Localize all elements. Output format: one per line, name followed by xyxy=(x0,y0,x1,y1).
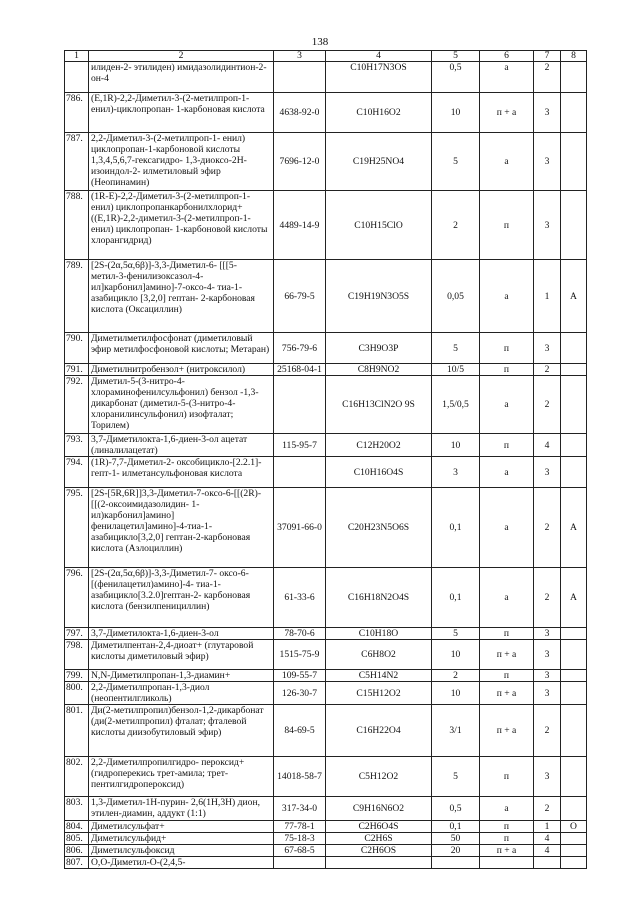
table-row xyxy=(65,857,587,869)
formula-cell: C5H14N2 xyxy=(326,670,432,682)
substance-name-cell: Диметил-5-(3-нитро-4-хлораминофенилсульфонил) бензол -1,3-дикарбонат (диметил-5-(3-нитро-4- хлоранилинсульфонил) изофталат; Торилем) xyxy=(89,376,274,434)
cas-number-cell: 75-18-3 xyxy=(274,833,326,845)
cas-number-cell xyxy=(274,457,326,488)
substance-name-cell: Диметилнитробензол+ (нитроксилол) xyxy=(89,364,274,376)
mac-value-cell: 10 xyxy=(432,640,480,670)
substance-name-cell: N,N-Диметилпропан-1,3-диамин+ xyxy=(89,670,274,682)
note-cell xyxy=(561,857,587,869)
table-row xyxy=(65,364,587,376)
mac-value-cell: 3 xyxy=(432,457,480,488)
note-cell xyxy=(561,457,587,488)
cas-number-cell: 756-79-6 xyxy=(274,333,326,364)
aggregate-state-cell: а xyxy=(480,133,534,191)
cas-number-cell: 84-69-5 xyxy=(274,705,326,757)
table-row xyxy=(65,682,587,705)
aggregate-state-cell: а xyxy=(480,568,534,628)
note-cell xyxy=(561,705,587,757)
table-row xyxy=(65,628,587,640)
mac-value-cell: 0,1 xyxy=(432,821,480,833)
note-cell xyxy=(561,93,587,133)
aggregate-state-cell: п + а xyxy=(480,682,534,705)
aggregate-state-cell: а xyxy=(480,457,534,488)
substance-name-cell: Диметилсульфоксид xyxy=(89,845,274,857)
formula-cell: C2H6O4S xyxy=(326,821,432,833)
cas-number-cell xyxy=(274,857,326,869)
note-cell xyxy=(561,797,587,821)
cas-number-cell: 67-68-5 xyxy=(274,845,326,857)
row-number-cell: 807. xyxy=(65,857,89,869)
mac-value-cell: 5 xyxy=(432,757,480,797)
hazard-class-cell: 3 xyxy=(534,191,561,260)
table-row xyxy=(65,457,587,488)
note-cell xyxy=(561,133,587,191)
cas-number-cell xyxy=(274,376,326,434)
table-row xyxy=(65,62,587,93)
formula-cell: C10H16O2 xyxy=(326,93,432,133)
mac-value-cell xyxy=(432,857,480,869)
formula-cell xyxy=(326,857,432,869)
cas-number-cell: 37091-66-0 xyxy=(274,488,326,568)
formula-cell: C2H6OS xyxy=(326,845,432,857)
mac-value-cell: 0,05 xyxy=(432,260,480,333)
cas-number-cell: 109-55-7 xyxy=(274,670,326,682)
table-row xyxy=(65,376,587,434)
cas-number-cell: 115-95-7 xyxy=(274,434,326,457)
aggregate-state-cell: а xyxy=(480,260,534,333)
mac-value-cell: 1,5/0,5 xyxy=(432,376,480,434)
note-cell xyxy=(561,640,587,670)
mac-value-cell: 5 xyxy=(432,133,480,191)
mac-value-cell: 10/5 xyxy=(432,364,480,376)
hazard-class-cell: 2 xyxy=(534,797,561,821)
table-row xyxy=(65,705,587,757)
row-number-cell: 788. xyxy=(65,191,89,260)
formula-cell: C12H20O2 xyxy=(326,434,432,457)
table-row xyxy=(65,568,587,628)
cas-number-cell: 4489-14-9 xyxy=(274,191,326,260)
cas-number-cell: 1515-75-9 xyxy=(274,640,326,670)
row-number-cell: 791. xyxy=(65,364,89,376)
table-row xyxy=(65,333,587,364)
mac-value-cell: 5 xyxy=(432,628,480,640)
row-number-cell: 802. xyxy=(65,757,89,797)
hazard-class-cell: 3 xyxy=(534,333,561,364)
mac-value-cell: 0,1 xyxy=(432,568,480,628)
substance-table xyxy=(64,50,587,869)
hazard-class-cell: 2 xyxy=(534,488,561,568)
substance-name-cell: 3,7-Диметилокта-1,6-диен-3-ол xyxy=(89,628,274,640)
note-cell xyxy=(561,757,587,797)
column-header: 7 xyxy=(534,51,561,62)
cas-number-cell: 126-30-7 xyxy=(274,682,326,705)
column-header: 1 xyxy=(65,51,89,62)
aggregate-state-cell: а xyxy=(480,62,534,93)
aggregate-state-cell: п + а xyxy=(480,845,534,857)
formula-cell: C19H19N3O5S xyxy=(326,260,432,333)
row-number-cell: 794. xyxy=(65,457,89,488)
hazard-class-cell: 3 xyxy=(534,682,561,705)
formula-cell: C8H9NO2 xyxy=(326,364,432,376)
table-row xyxy=(65,434,587,457)
note-cell: А xyxy=(561,488,587,568)
hazard-class-cell: 2 xyxy=(534,705,561,757)
row-number-cell: 796. xyxy=(65,568,89,628)
cas-number-cell: 7696-12-0 xyxy=(274,133,326,191)
column-header: 6 xyxy=(480,51,534,62)
hazard-class-cell: 3 xyxy=(534,757,561,797)
mac-value-cell: 50 xyxy=(432,833,480,845)
hazard-class-cell: 4 xyxy=(534,434,561,457)
formula-cell: C6H8O2 xyxy=(326,640,432,670)
table-row xyxy=(65,133,587,191)
substance-name-cell: (E,1R)-2,2-Диметил-3-(2-метилпроп-1-енил)-циклопропан- 1-карбоновая кислота xyxy=(89,93,274,133)
page-number: 138 xyxy=(311,36,329,48)
formula-cell: C16H18N2O4S xyxy=(326,568,432,628)
formula-cell: C10H15ClO xyxy=(326,191,432,260)
note-cell: А xyxy=(561,260,587,333)
note-cell xyxy=(561,845,587,857)
substance-name-cell: Диметилсульфат+ xyxy=(89,821,274,833)
table-row xyxy=(65,488,587,568)
column-header: 8 xyxy=(561,51,587,62)
mac-value-cell: 0,1 xyxy=(432,488,480,568)
row-number-cell: 801. xyxy=(65,705,89,757)
cas-number-cell: 77-78-1 xyxy=(274,821,326,833)
note-cell xyxy=(561,62,587,93)
note-cell xyxy=(561,670,587,682)
hazard-class-cell: 2 xyxy=(534,376,561,434)
substance-name-cell: 2,2-Диметилпропилгидро- пероксид+ (гидроперекись трет-амила; трет-пентилгидропероксид) xyxy=(89,757,274,797)
aggregate-state-cell: п + а xyxy=(480,705,534,757)
substance-name-cell: [2S-(2α,5α,6β)]-3,3-Диметил-7- оксо-6-[(фенилацетил)амино]-4- тиа-1-азабицикло[3.2.0]гептан-2- карбоновая кислота (бензилпенициллин) xyxy=(89,568,274,628)
substance-name-cell: 2,2-Диметилпропан-1,3-диол (неопентилгликоль) xyxy=(89,682,274,705)
substance-name-cell: [2S-[5R,6R]]3,3-Диметил-7-оксо-6-[[(2R)-[[(2-оксоимидазолидин- 1-ил)карбонил]амино] фенилацетил]амино]-4-тиа-1-азабицикло[3,2,0] гептан-2-карбоновая кислота (Азлоциллин) xyxy=(89,488,274,568)
formula-cell: C16H22O4 xyxy=(326,705,432,757)
aggregate-state-cell: а xyxy=(480,376,534,434)
column-header: 5 xyxy=(432,51,480,62)
aggregate-state-cell: п xyxy=(480,191,534,260)
table-row xyxy=(65,821,587,833)
note-cell xyxy=(561,682,587,705)
row-number-cell: 789. xyxy=(65,260,89,333)
column-header: 4 xyxy=(326,51,432,62)
note-cell xyxy=(561,833,587,845)
mac-value-cell: 0,5 xyxy=(432,62,480,93)
formula-cell: C16H13ClN2O 9S xyxy=(326,376,432,434)
formula-cell: C5H12O2 xyxy=(326,757,432,797)
aggregate-state-cell: а xyxy=(480,797,534,821)
hazard-class-cell: 1 xyxy=(534,260,561,333)
table-row xyxy=(65,191,587,260)
table-row xyxy=(65,845,587,857)
mac-value-cell: 10 xyxy=(432,434,480,457)
mac-value-cell: 10 xyxy=(432,93,480,133)
aggregate-state-cell: п xyxy=(480,333,534,364)
aggregate-state-cell: п xyxy=(480,757,534,797)
note-cell xyxy=(561,364,587,376)
hazard-class-cell: 1 xyxy=(534,821,561,833)
row-number-cell: 798. xyxy=(65,640,89,670)
row-number-cell: 799. xyxy=(65,670,89,682)
aggregate-state-cell: п + а xyxy=(480,93,534,133)
hazard-class-cell: 2 xyxy=(534,364,561,376)
mac-value-cell: 0,5 xyxy=(432,797,480,821)
note-cell xyxy=(561,434,587,457)
row-number-cell: 797. xyxy=(65,628,89,640)
mac-value-cell: 2 xyxy=(432,191,480,260)
cas-number-cell: 78-70-6 xyxy=(274,628,326,640)
formula-cell: C19H25NO4 xyxy=(326,133,432,191)
row-number-cell xyxy=(65,62,89,93)
substance-name-cell: Ди(2-метилпропил)бензол-1,2-дикарбонат (ди(2-метилпропил) фталат; фталевой кислоты диизобутиловый эфир) xyxy=(89,705,274,757)
mac-value-cell: 20 xyxy=(432,845,480,857)
formula-cell: C10H18O xyxy=(326,628,432,640)
hazard-class-cell: 2 xyxy=(534,62,561,93)
substance-name-cell: илиден-2- этилиден) имидазолидинтион-2- он-4 xyxy=(89,62,274,93)
mac-value-cell: 2 xyxy=(432,670,480,682)
mac-value-cell: 10 xyxy=(432,682,480,705)
aggregate-state-cell xyxy=(480,857,534,869)
note-cell xyxy=(561,191,587,260)
formula-cell: C9H16N6O2 xyxy=(326,797,432,821)
row-number-cell: 805. xyxy=(65,833,89,845)
table-row xyxy=(65,670,587,682)
substance-name-cell: О,О-Диметил-О-(2,4,5- xyxy=(89,857,274,869)
row-number-cell: 800. xyxy=(65,682,89,705)
table-row xyxy=(65,757,587,797)
formula-cell: C20H23N5O6S xyxy=(326,488,432,568)
aggregate-state-cell: п xyxy=(480,364,534,376)
hazard-class-cell: 3 xyxy=(534,93,561,133)
cas-number-cell: 14018-58-7 xyxy=(274,757,326,797)
table-row xyxy=(65,833,587,845)
formula-cell: C10H17N3OS xyxy=(326,62,432,93)
table-row xyxy=(65,93,587,133)
formula-cell: C15H12O2 xyxy=(326,682,432,705)
table-row xyxy=(65,640,587,670)
substance-name-cell: 1,3-Диметил-1Н-пурин- 2,6(1Н,3Н) дион, этилен-диамин, аддукт (1:1) xyxy=(89,797,274,821)
note-cell: О xyxy=(561,821,587,833)
row-number-cell: 790. xyxy=(65,333,89,364)
mac-value-cell: 3/1 xyxy=(432,705,480,757)
hazard-class-cell: 4 xyxy=(534,845,561,857)
formula-cell: C10H16O4S xyxy=(326,457,432,488)
column-header: 3 xyxy=(274,51,326,62)
aggregate-state-cell: п xyxy=(480,821,534,833)
note-cell xyxy=(561,333,587,364)
row-number-cell: 787. xyxy=(65,133,89,191)
hazard-class-cell: 4 xyxy=(534,833,561,845)
hazard-class-cell xyxy=(534,857,561,869)
table-row xyxy=(65,797,587,821)
row-number-cell: 795. xyxy=(65,488,89,568)
row-number-cell: 793. xyxy=(65,434,89,457)
hazard-class-cell: 3 xyxy=(534,133,561,191)
hazard-class-cell: 3 xyxy=(534,640,561,670)
hazard-class-cell: 3 xyxy=(534,670,561,682)
cas-number-cell: 25168-04-1 xyxy=(274,364,326,376)
note-cell xyxy=(561,376,587,434)
note-cell: А xyxy=(561,568,587,628)
substance-name-cell: 2,2-Диметил-3-(2-метилпроп-1- енил) циклопропан-1-карбоновой кислоты 1,3,4,5,6,7-гексагидро- 1,3-диоксо-2Н-изоиндол-2- илметиловый эфир (Неопинамин) xyxy=(89,133,274,191)
substance-name-cell: (1R-E)-2,2-Диметил-3-(2-метилпроп-1-енил) циклопропанкарбонилхлорид+ ((E,1R)-2,2-диметил-3-(2-метилпроп-1-енил) циклопропан- 1-карбоновой кислоты хлорангидрид) xyxy=(89,191,274,260)
hazard-class-cell: 3 xyxy=(534,457,561,488)
note-cell xyxy=(561,628,587,640)
table-row xyxy=(65,260,587,333)
substance-name-cell: Диметилсульфид+ xyxy=(89,833,274,845)
cas-number-cell xyxy=(274,62,326,93)
substance-name-cell: (1R)-7,7-Диметил-2- оксобицикло-[2.2.1]-гепт-1- илметансульфоновая кислота xyxy=(89,457,274,488)
substance-name-cell: 3,7-Диметилокта-1,6-диен-3-ол ацетат (линалилацетат) xyxy=(89,434,274,457)
aggregate-state-cell: п xyxy=(480,434,534,457)
cas-number-cell: 66-79-5 xyxy=(274,260,326,333)
aggregate-state-cell: п + а xyxy=(480,640,534,670)
aggregate-state-cell: а xyxy=(480,488,534,568)
cas-number-cell: 317-34-0 xyxy=(274,797,326,821)
aggregate-state-cell: п xyxy=(480,628,534,640)
column-header: 2 xyxy=(89,51,274,62)
hazard-class-cell: 2 xyxy=(534,568,561,628)
formula-cell: C3H9O3P xyxy=(326,333,432,364)
cas-number-cell: 61-33-6 xyxy=(274,568,326,628)
formula-cell: C2H6S xyxy=(326,833,432,845)
hazard-class-cell: 3 xyxy=(534,628,561,640)
row-number-cell: 803. xyxy=(65,797,89,821)
substance-name-cell: [2S-(2α,5α,6β)]-3,3-Диметил-6- [[[5-метил-3-фенилизоксазол-4-ил]карбонил]амино]-7-оксо-4- тиа-1-азабицикло [3,2,0] гептан- 2-карбоновая кислота (Оксациллин) xyxy=(89,260,274,333)
column-numbers-row xyxy=(65,51,587,62)
row-number-cell: 786. xyxy=(65,93,89,133)
cas-number-cell: 4638-92-0 xyxy=(274,93,326,133)
aggregate-state-cell: п xyxy=(480,833,534,845)
row-number-cell: 792. xyxy=(65,376,89,434)
substance-name-cell: Диметилпентан-2,4-диоат+ (глутаровой кислоты диметиловый эфир) xyxy=(89,640,274,670)
mac-value-cell: 5 xyxy=(432,333,480,364)
row-number-cell: 806. xyxy=(65,845,89,857)
row-number-cell: 804. xyxy=(65,821,89,833)
aggregate-state-cell: п xyxy=(480,670,534,682)
substance-name-cell: Диметилметилфосфонат (диметиловый эфир метилфосфоновой кислоты; Метаран) xyxy=(89,333,274,364)
